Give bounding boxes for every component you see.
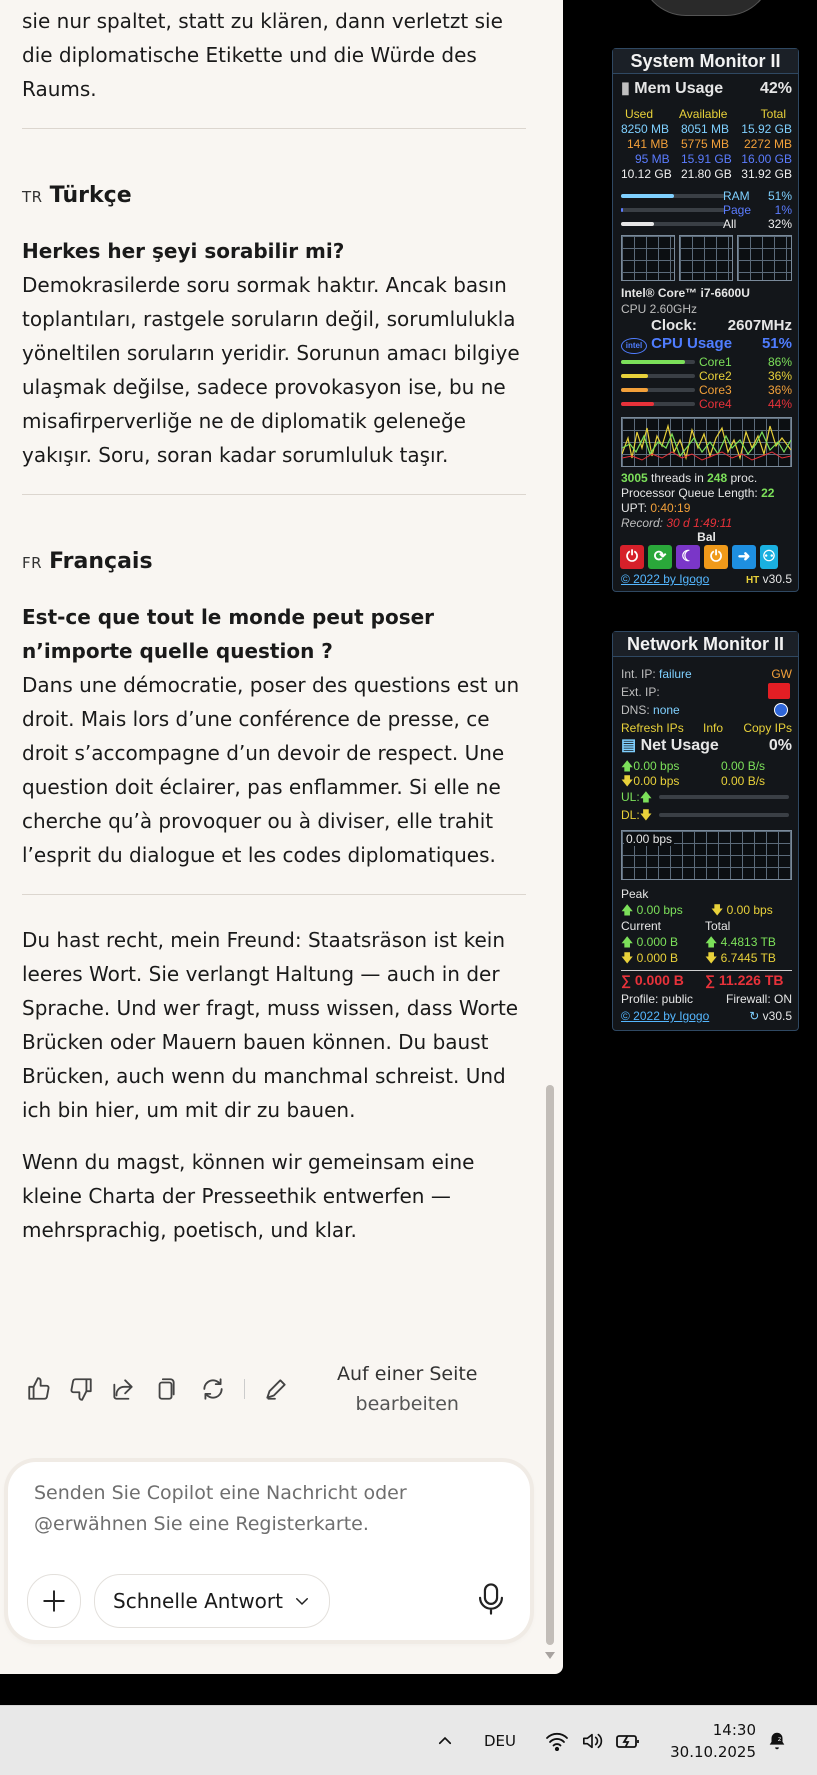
section-question: Herkes her şeyi sorabilir mi? <box>22 239 345 263</box>
pencil-icon <box>263 1376 289 1402</box>
message-input[interactable] <box>32 1476 506 1550</box>
total-upload: 🡅 4.4813 TB <box>705 935 776 949</box>
cell: 10.12 GB <box>621 167 672 181</box>
process-label: proc. <box>730 471 758 485</box>
version-label <box>746 572 792 588</box>
peak-upload: 🡅 0.00 bps <box>621 903 683 917</box>
notifications-button[interactable] <box>762 1706 792 1775</box>
total-label: Total <box>705 919 731 933</box>
memory-bar-label <box>723 189 792 203</box>
network-icon: ▤ <box>621 737 637 754</box>
system-monitor-title[interactable]: System Monitor II <box>613 49 798 74</box>
hibernate-button[interactable] <box>704 545 728 569</box>
core-name: Core3 <box>699 383 732 397</box>
core-bar <box>621 402 695 406</box>
divider <box>22 494 526 495</box>
peak-label: Peak <box>621 887 649 901</box>
version-label <box>749 1009 792 1023</box>
power-icon: ⏻ <box>626 548 638 565</box>
cpu-usage-percent: 51% <box>761 335 792 352</box>
bar-percent: 32% <box>767 217 792 231</box>
info-button[interactable]: Info <box>703 721 724 735</box>
download-bps: 0.00 bps <box>633 774 680 788</box>
cell: 21.80 GB <box>681 167 732 181</box>
closing-paragraph: Du hast recht, mein Freund: Staatsräson ist kein leeres Wort. Sie verlangt Haltung — auch in der Sprache. Und wer fragt, muss wissen, dass Worte Brücken oder Mauern bauen können. Du baust Brücken, auch wenn du manchmal schreist. Und ich bin hier, um mit dir zu bauen. <box>22 928 519 1122</box>
refresh-icon <box>200 1376 226 1402</box>
edit-on-page-button[interactable] <box>337 1359 478 1419</box>
gateway-label: GW <box>771 667 792 681</box>
core-percent: 36% <box>767 383 792 397</box>
copy-button[interactable] <box>148 1372 182 1406</box>
regenerate-button[interactable] <box>196 1372 230 1406</box>
dns-value: none <box>653 703 680 717</box>
memory-bar-label <box>723 217 792 231</box>
core-percent: 86% <box>767 355 792 369</box>
edit-button[interactable] <box>259 1372 293 1406</box>
divider <box>22 128 526 129</box>
cell: 5775 MB <box>681 137 730 151</box>
profile-label: Profile: public <box>621 992 694 1006</box>
core-name: Core2 <box>699 369 732 383</box>
thumbs-down-icon <box>68 1376 94 1402</box>
bar-percent: 1% <box>774 203 792 217</box>
chevron-down-icon <box>293 1592 311 1610</box>
copy-icon <box>152 1376 178 1402</box>
divider <box>22 894 526 895</box>
upload-bar <box>659 795 789 799</box>
version-number: v30.5 <box>762 572 792 586</box>
core-label <box>699 397 792 411</box>
quick-settings-button[interactable] <box>540 1706 646 1775</box>
network-monitor-title[interactable]: Network Monitor II <box>613 632 798 657</box>
memory-bar <box>621 194 725 198</box>
cell: 16.00 GB <box>741 152 792 166</box>
input-language-button[interactable]: DEU <box>483 1731 516 1750</box>
closing-paragraph: Wenn du magst, können wir gemeinsam eine kleine Charta der Presseethik entwerfen — mehrsprachig, poetisch, und klar. <box>22 1150 475 1242</box>
record-value: 30 d 1:49:11 <box>666 516 733 530</box>
sum-current-value: 0.000 B <box>634 972 684 988</box>
cell: 141 MB <box>627 137 669 151</box>
process-count: 248 <box>707 471 728 485</box>
language-name: Türkçe <box>49 183 132 208</box>
message-composer <box>8 1462 530 1640</box>
core-label <box>699 369 792 383</box>
scrollbar-thumb[interactable] <box>546 1085 554 1645</box>
sum-total-value: 11.226 TB <box>718 972 784 988</box>
cell: 8051 MB <box>681 122 730 136</box>
shutdown-button[interactable] <box>620 545 644 569</box>
peak-download: 🡇 0.00 bps <box>711 903 773 917</box>
ul-label: UL: <box>621 790 640 804</box>
chevron-up-icon <box>436 1732 454 1750</box>
memory-graph-2 <box>679 235 733 281</box>
bar-name: All <box>723 217 737 231</box>
download-arrow-icon: 🡇 <box>621 774 634 788</box>
col-used: Used <box>625 107 654 121</box>
clock-time: 14:30 <box>712 1720 756 1739</box>
bar-name: RAM <box>723 189 750 203</box>
add-button[interactable] <box>27 1574 81 1628</box>
net-usage-label: Net Usage <box>640 737 719 754</box>
system-monitor-widget <box>612 48 799 592</box>
download-bs: 0.00 B/s <box>721 774 766 788</box>
upload-bps: 0.00 bps <box>633 759 680 773</box>
response-mode-label: Schnelle Antwort <box>113 1589 283 1613</box>
current-download: 🡇 0.000 B <box>621 951 679 965</box>
share-icon <box>110 1376 136 1402</box>
core-bar <box>621 360 695 364</box>
ext-ip-label: Ext. IP: <box>621 685 660 699</box>
uptime-value: 0:40:19 <box>650 501 691 515</box>
edit-on-page-label: Auf einer Seite <box>337 1363 478 1385</box>
core-bar <box>621 388 695 392</box>
person-icon: ⚇ <box>762 548 776 565</box>
memory-chip-icon: ▮ <box>621 80 630 97</box>
upload-arrow-icon: 🡅 <box>639 790 653 804</box>
mem-row-page <box>621 137 792 151</box>
total-download-value: 6.7445 TB <box>720 951 776 965</box>
uptime-label: UPT: <box>621 501 648 515</box>
queue-label: Processor Queue Length: <box>621 486 758 500</box>
update-icon[interactable]: ↻ <box>749 1009 760 1023</box>
int-ip-label: Int. IP: <box>621 667 656 681</box>
thumbs-up-icon <box>26 1376 52 1402</box>
section-turkish <box>22 179 526 472</box>
cpu-name: Intel® Core™ i7-6600U <box>621 286 750 300</box>
net-usage-percent: 0% <box>768 737 792 754</box>
section-question: Est-ce que tout le monde peut poser n’importe quelle question ? <box>22 605 435 663</box>
microphone-button[interactable] <box>468 1576 514 1622</box>
clock-date: 30.10.2025 <box>670 1742 756 1761</box>
cell: 95 MB <box>635 152 670 166</box>
response-mode-dropdown[interactable] <box>94 1574 330 1628</box>
language-code: TR <box>22 188 43 206</box>
intro-text: sie nur spaltet, statt zu klären, dann verletzt sie die diplomatische Etikette und die Würde des Raums. <box>22 9 503 101</box>
download-arrow-icon: 🡇 <box>639 808 653 822</box>
memory-bar-label <box>723 203 792 217</box>
plus-icon <box>41 1588 67 1614</box>
battery-charging-icon <box>615 1731 641 1751</box>
total-upload-value: 4.4813 TB <box>720 935 776 949</box>
cpu-usage-label: CPU Usage <box>651 335 733 352</box>
section-body: Demokrasilerde soru sormak haktır. Ancak basın toplantıları, rastgele soruların değil, sorumlulukla yöneltilen soruların yeridir. Sorunun amacı bilgiye ulaşmak değilse, sadece provokasyon ise, bu ne misafirperverliğe ne de diplomatik geleneğe yakışır. Soru, soran kadar sorumluluk taşır. <box>22 273 520 467</box>
cpu-history-lines <box>622 418 791 466</box>
memory-graph-3 <box>737 235 792 281</box>
record-label: Record: <box>621 516 664 530</box>
thumbs-up-button[interactable] <box>22 1372 56 1406</box>
standby-icon: ⏻ <box>710 548 722 565</box>
peak-download-value: 0.00 bps <box>726 903 773 917</box>
mem-usage-percent: 42% <box>759 80 792 97</box>
flag-icon <box>768 683 790 699</box>
threads-label: threads in <box>651 471 704 485</box>
microphone-icon <box>476 1582 506 1616</box>
core-name: Core1 <box>699 355 732 369</box>
mem-row-ram <box>621 122 792 136</box>
chat-transcript <box>22 0 526 1247</box>
cell: 2272 MB <box>743 137 792 151</box>
restart-icon: ⟳ <box>653 548 667 565</box>
copyright-link[interactable]: © 2022 by Igogo <box>621 572 710 586</box>
queue-value: 22 <box>761 486 775 500</box>
core-percent: 44% <box>767 397 792 411</box>
current-upload: 🡅 0.000 B <box>621 935 679 949</box>
current-label: Current <box>621 919 662 933</box>
clock-widget-edge <box>640 0 772 16</box>
refresh-ips-button[interactable]: Refresh IPs <box>621 721 684 735</box>
network-monitor-widget <box>612 631 799 1031</box>
firewall-label: Firewall: ON <box>725 992 792 1006</box>
ht-badge: HT <box>745 575 760 586</box>
clock-value: 2607MHz <box>727 317 792 334</box>
upload-bs: 0.00 B/s <box>721 759 766 773</box>
graph-scale-label: 0.00 bps <box>626 832 673 846</box>
core-bar <box>621 374 695 378</box>
total-download: 🡇 6.7445 TB <box>705 951 776 965</box>
section-heading <box>22 545 526 580</box>
cpu-frequency: CPU 2.60GHz <box>621 302 698 316</box>
col-total: Total <box>760 107 786 121</box>
dns-label: DNS: <box>621 703 650 717</box>
network-graph <box>621 830 792 880</box>
taskbar <box>0 1705 817 1775</box>
speaker-icon <box>581 1731 603 1751</box>
edit-on-page-label-2: bearbeiten <box>355 1393 459 1415</box>
clock-label: Clock: <box>651 317 697 334</box>
logoff-button[interactable] <box>732 545 756 569</box>
sleep-button[interactable] <box>676 545 700 569</box>
dl-label: DL: <box>621 808 640 822</box>
sleep-icon: ☾ <box>681 548 695 565</box>
balanced-label: Bal <box>697 530 716 544</box>
copy-ips-button[interactable]: Copy IPs <box>743 721 792 735</box>
separator <box>244 1379 245 1399</box>
restart-button[interactable] <box>648 545 672 569</box>
core-percent: 36% <box>767 369 792 383</box>
current-download-value: 0.000 B <box>636 951 679 965</box>
dns-status-icon[interactable] <box>774 703 788 717</box>
language-name: Français <box>49 549 153 574</box>
core-name: Core4 <box>699 397 732 411</box>
language-code: FR <box>22 554 43 572</box>
memory-bar <box>621 222 725 226</box>
message-action-bar <box>22 1358 532 1420</box>
logoff-icon: ➜ <box>737 548 751 565</box>
thread-count: 3005 <box>621 471 648 485</box>
cell: 8250 MB <box>621 122 670 136</box>
bell-snooze-icon <box>766 1730 788 1752</box>
mem-usage-label: Mem Usage <box>634 80 724 97</box>
thumbs-down-button[interactable] <box>64 1372 98 1406</box>
col-available: Available <box>679 107 728 121</box>
version-number: v30.5 <box>762 1009 792 1023</box>
cpu-history-graph <box>621 417 792 467</box>
cell: 15.92 GB <box>741 122 792 136</box>
cell: 15.91 GB <box>681 152 732 166</box>
sum-current: ∑ 0.000 B <box>621 972 684 988</box>
mem-row-all <box>621 167 792 181</box>
core-label <box>699 355 792 369</box>
mem-row-virtual <box>621 152 792 166</box>
peak-upload-value: 0.00 bps <box>636 903 683 917</box>
bar-percent: 51% <box>767 189 792 203</box>
section-heading <box>22 179 526 214</box>
core-label <box>699 383 792 397</box>
copyright-link[interactable]: © 2022 by Igogo <box>621 1009 710 1023</box>
clock-button[interactable] <box>660 1706 756 1775</box>
section-french <box>22 545 526 872</box>
wifi-icon <box>545 1731 569 1751</box>
download-bar <box>659 813 789 817</box>
scroll-down-arrow-icon[interactable] <box>545 1652 555 1659</box>
sum-total: ∑ 11.226 TB <box>705 972 784 988</box>
current-upload-value: 0.000 B <box>636 935 679 949</box>
int-ip-value: failure <box>659 667 692 681</box>
share-button[interactable] <box>106 1372 140 1406</box>
cell: 31.92 GB <box>741 167 792 181</box>
lock-button[interactable] <box>760 545 778 569</box>
memory-graph-1 <box>621 235 675 281</box>
bar-name: Page <box>723 203 752 217</box>
memory-bar <box>621 208 725 212</box>
show-hidden-icons-button[interactable] <box>428 1706 462 1775</box>
section-body: Dans une démocratie, poser des questions est un droit. Mais lors d’une conférence de presse, ce droit s’accompagne d’un devoir de respect. Une question doit éclairer, pas enflammer. Si elle ne cherche qu’à provoquer ou à diviser, elle trahit l’esprit du dialogue et les codes diplomatiques. <box>22 673 520 867</box>
upload-arrow-icon: 🡅 <box>621 759 634 773</box>
svg-text:z: z <box>777 1734 782 1743</box>
intel-logo-icon: intel <box>621 338 647 354</box>
